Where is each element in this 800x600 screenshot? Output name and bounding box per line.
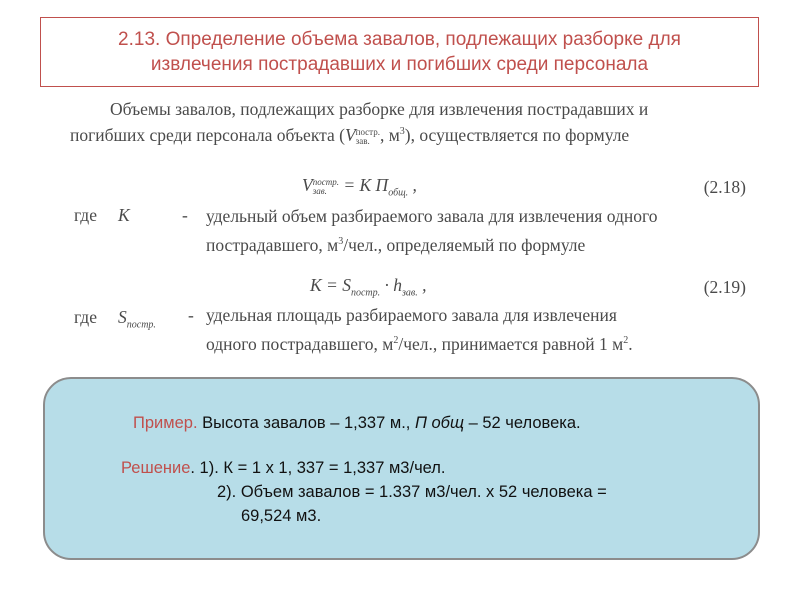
scanned-text-block <box>66 95 756 365</box>
solution-line-2: 2). Объем завалов = 1.337 м3/чел. х 52 человека = <box>217 483 607 501</box>
solution-label: Решение <box>121 459 191 477</box>
formula-2-19: $K = S_{постр.} \cdot h_{зав.}$ , <box>310 275 427 299</box>
intro-line-1: Объемы завалов, подлежащих разборке для извлечения пострадавших и <box>110 99 649 119</box>
equation-number-2-18: (2.18) <box>703 177 746 197</box>
solution-line-3: 69,524 м3. <box>241 507 322 525</box>
solution-line-1: Решение. 1). К = 1 х 1, 337 = 1,337 м3/чел. <box>121 459 446 477</box>
intro-line-2: погибших среди персонала объекта (V постр. зав. , $м^3$), осуществляется по формуле <box>70 125 630 146</box>
equation-number-2-19: (2.19) <box>703 277 746 297</box>
where-label-2: где <box>74 307 97 327</box>
definition-s: удельная площадь разбираемого завала для извлечения одного пострадавшего, $м^2$/чел., принимается равной 1 $м^2$. <box>206 305 633 354</box>
example-label: Пример. <box>133 414 198 432</box>
slide-title <box>118 27 681 77</box>
dash-1: - <box>182 205 188 225</box>
slide-title-box <box>40 17 759 87</box>
dash-2: - <box>188 305 194 325</box>
example-line: Пример. Высота завалов – 1,337 м., П общ – 52 человека. <box>133 414 581 432</box>
formula-2-18: V постр. зав. = K $П_{общ.}$ , <box>302 175 417 199</box>
symbol-s: $S_{постр.}$ <box>118 307 156 331</box>
definition-k: удельный объем разбираемого завала для извлечения одного пострадавшего, $м^3$/чел., определяемый по формуле <box>206 206 658 255</box>
example-box <box>43 377 760 560</box>
slide-title-line-1: 2.13. Определение объема завалов, подлежащих разборке для <box>118 29 681 50</box>
slide-title-line-2: извлечения пострадавших и погибших среди персонала <box>150 54 649 75</box>
where-label-1: где <box>74 205 97 225</box>
symbol-k: K <box>118 205 130 225</box>
